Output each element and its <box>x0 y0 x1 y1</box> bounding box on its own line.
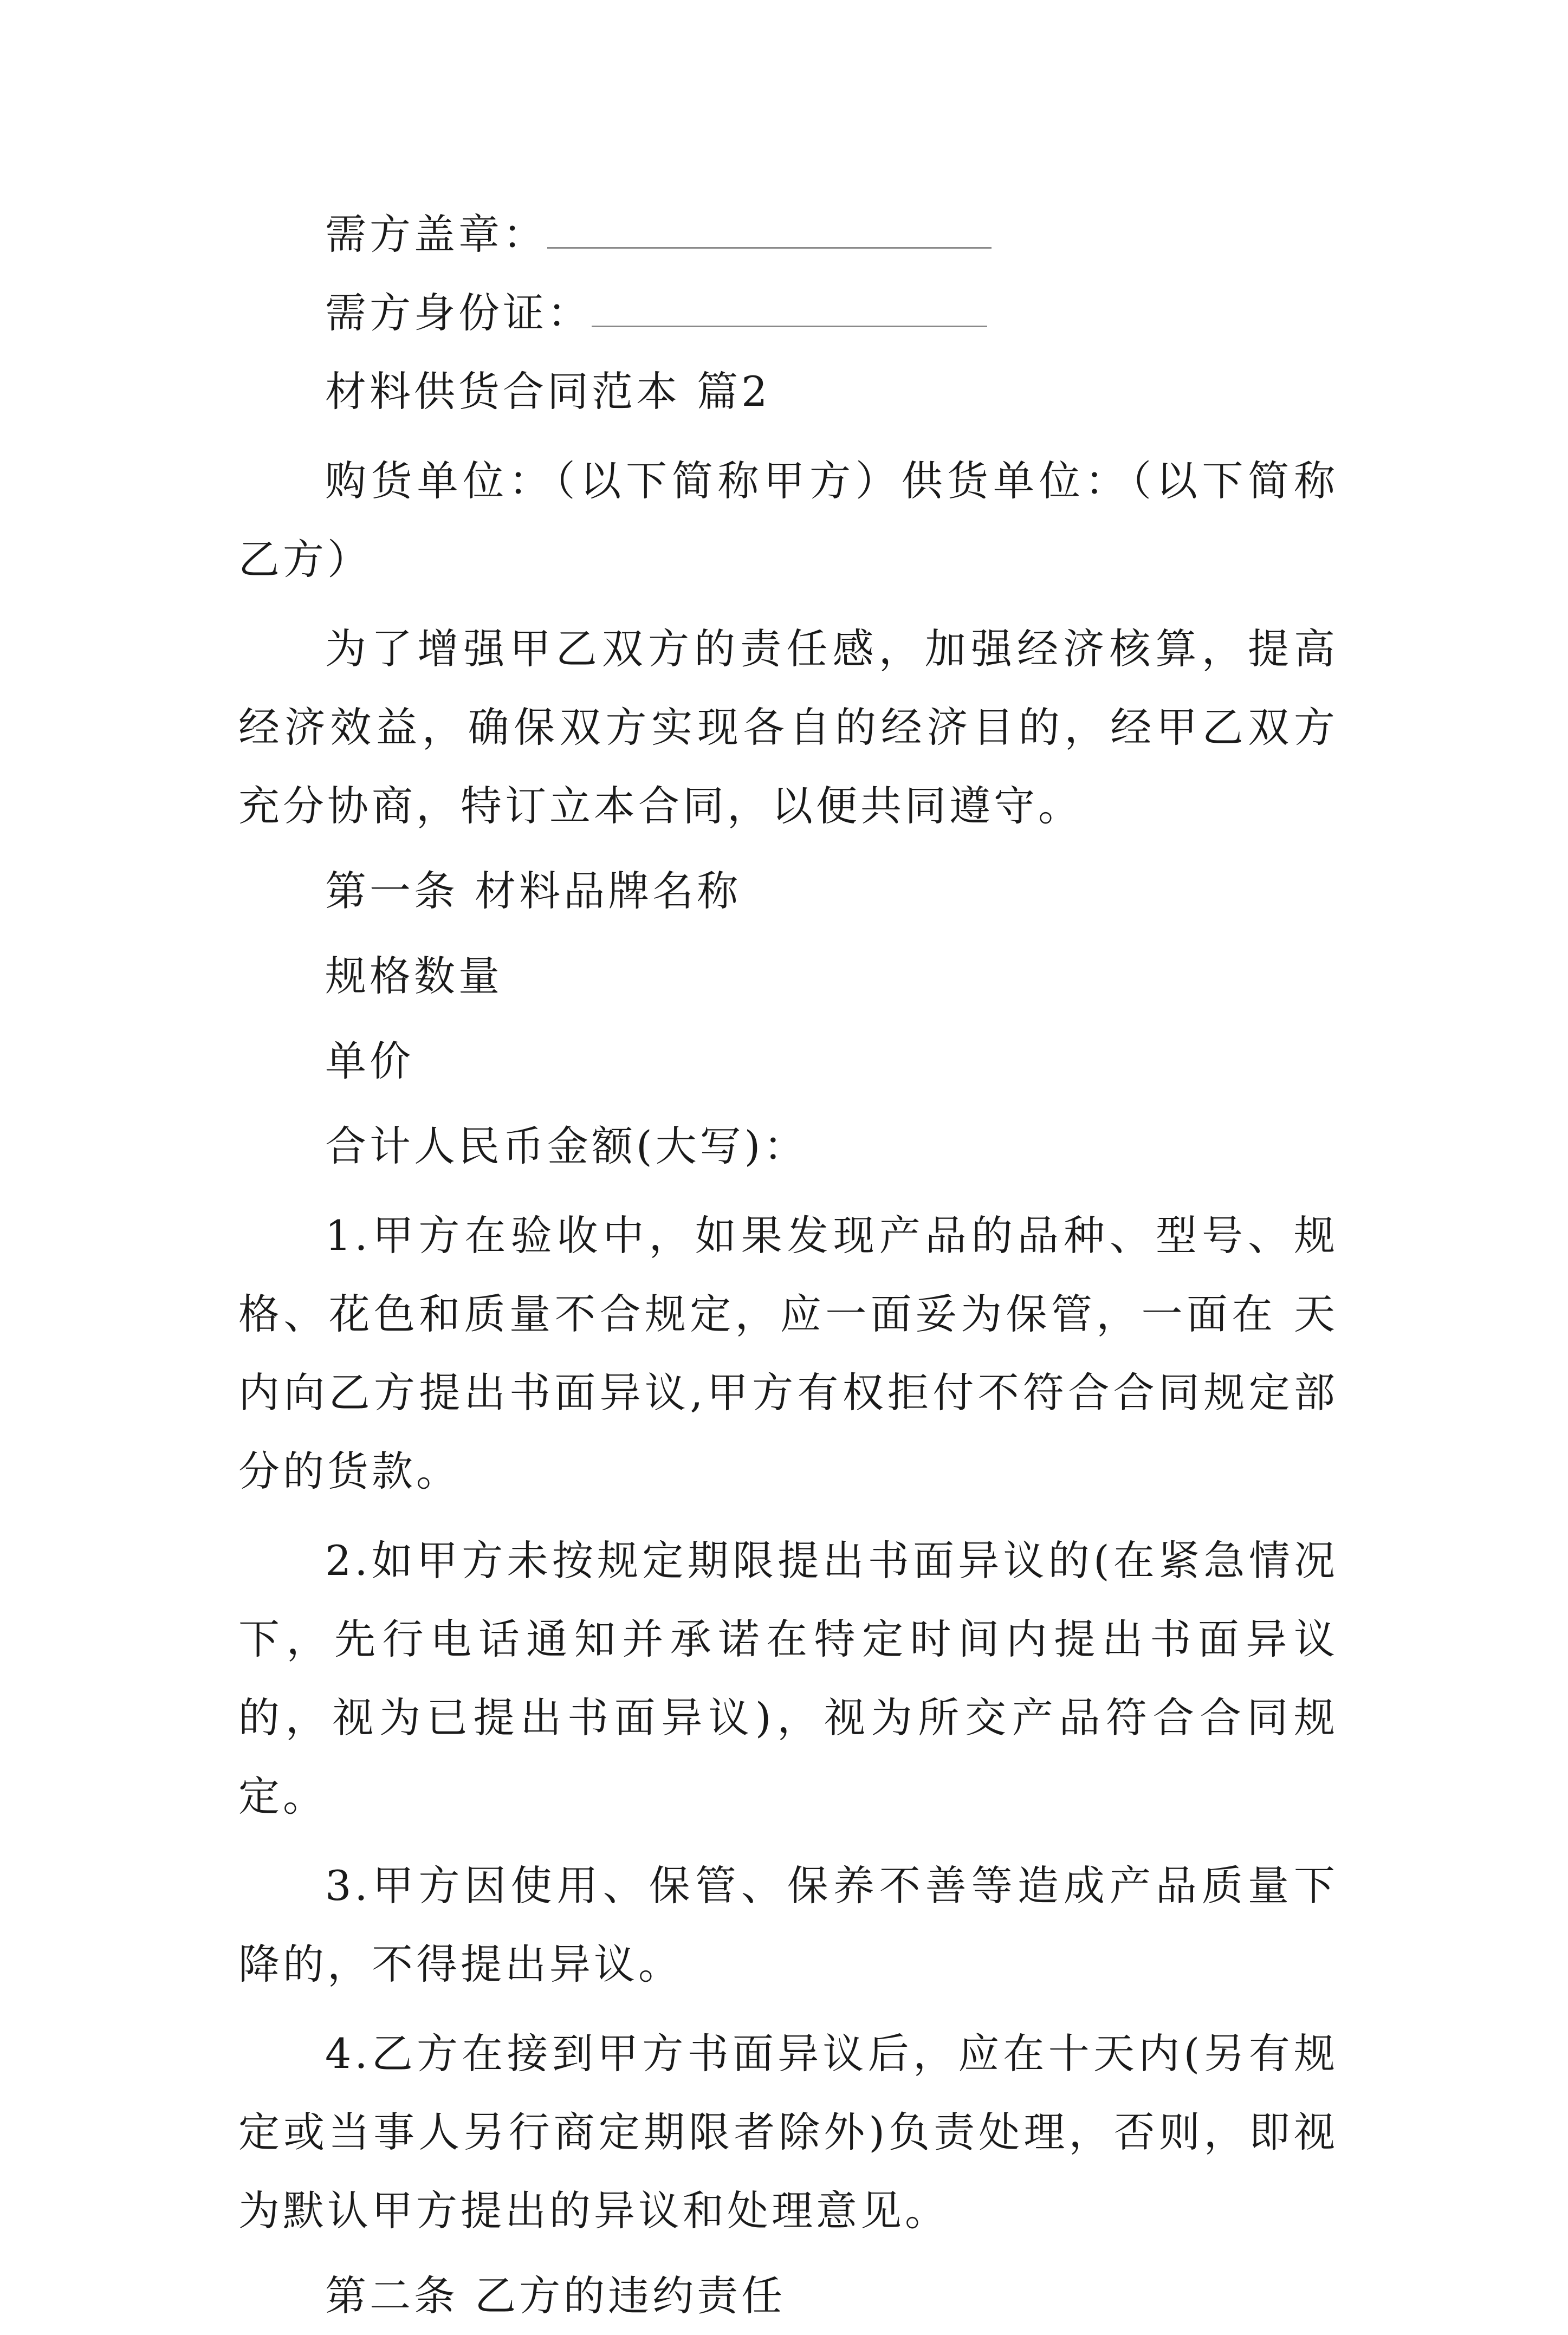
article1-spec: 规格数量 <box>325 952 503 1000</box>
section-title: 材料供货合同范本 篇2 <box>325 367 771 416</box>
article1-title: 第一条 材料品牌名称 <box>325 867 742 915</box>
stamp-line <box>238 195 1338 274</box>
article2-title: 第二条 乙方的违约责任 <box>325 2272 786 2320</box>
clause-3: 3.甲方因使用、保管、保养不善等造成产品质量下降的，不得提出异议。 <box>238 1861 1338 1988</box>
id-label: 需方身份证： <box>325 289 592 337</box>
stamp-blank <box>547 217 992 249</box>
id-line <box>238 274 1338 352</box>
clause-4: 4.乙方在接到甲方书面异议后，应在十天内(另有规定或当事人另行商定期限者除外)负责处理，否则，即视为默认甲方提出的异议和处理意见。 <box>238 2029 1338 2235</box>
clause-1: 1.甲方在验收中，如果发现产品的品种、型号、规格、花色和质量不合规定，应一面妥为保管，一面在 天内向乙方提出书面异议,甲方有权拒付不符合合同规定部分的货款。 <box>238 1211 1338 1495</box>
stamp-label: 需方盖章： <box>325 210 547 258</box>
article1-unit-price: 单价 <box>325 1037 414 1085</box>
parties-paragraph: 购货单位：（以下简称甲方）供货单位：（以下简称乙方） <box>238 457 1338 583</box>
document-body <box>238 195 1338 2335</box>
preamble-paragraph: 为了增强甲乙双方的责任感，加强经济核算，提高经济效益，确保双方实现各自的经济目的，经甲乙双方充分协商，特订立本合同，以便共同遵守。 <box>238 625 1338 830</box>
clause-2: 2.如甲方未按规定期限提出书面异议的(在紧急情况下，先行电话通知并承诺在特定时间内提出书面异议的，视为已提出书面异议)，视为所交产品符合合同规定。 <box>238 1536 1338 1820</box>
id-blank <box>592 295 987 327</box>
article1-total: 合计人民币金额(大写)： <box>325 1122 808 1170</box>
